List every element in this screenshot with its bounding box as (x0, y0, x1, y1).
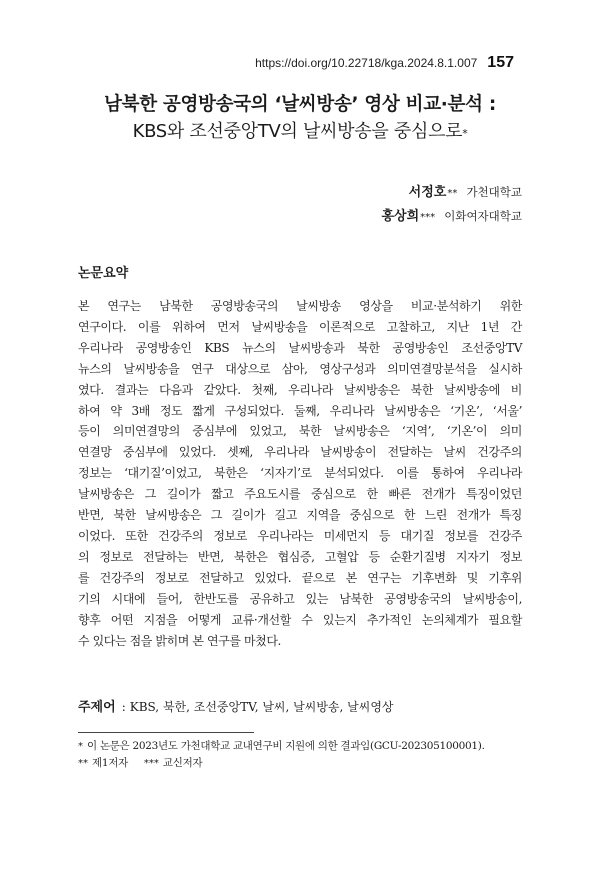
abstract-line: 날씨방송은 그 길이가 짧고 주요도시를 중심으로 한 빠른 전개가 특징이었던 (78, 487, 522, 502)
title-line-2 (70, 118, 530, 148)
footnote-authors (78, 755, 485, 772)
author-row-1 (381, 180, 522, 204)
doi-link[interactable]: https://doi.org/10.22718/kga.2024.8.1.007 (255, 56, 478, 70)
footnote-divider (78, 732, 254, 733)
abstract-line: 의 정보로 전달하는 반면, 북한은 협심증, 고혈압 등 순환기질병 지자기 정보 (78, 549, 522, 564)
abstract-line: 본 연구는 남북한 공영방송국의 날씨방송 영상을 비교·분석하기 위한 (78, 299, 522, 313)
footnote-text: 교신저자 (162, 757, 203, 769)
abstract-line: 하여 약 3배 정도 짧게 구성되었다. 둘째, 우리나라 날씨방송은 ‘기온’, ‘서울’ (78, 403, 522, 418)
footnotes (78, 738, 485, 772)
abstract-line: 등이 의미연결망의 중심부에 있었고, 북한 날씨방송은 ‘지역’, ‘기온’이 의미 (78, 424, 522, 439)
abstract-line: 반면, 북한 날씨방송은 그 길이가 길고 지역을 중심으로 한 느린 전개가 특징 (78, 508, 522, 523)
author-mark: *** (420, 212, 436, 223)
footnote-funding (78, 738, 485, 755)
abstract-heading: 논문요약 (78, 266, 129, 281)
abstract-line: 였다. 결과는 다음과 같았다. 첫째, 우리나라 날씨방송은 북한 날씨방송에 비 (78, 382, 522, 397)
abstract-line: 이었다. 또한 건강주의 정보로 우리나라는 미세먼지 등 대기질 정보를 건강주 (78, 528, 522, 543)
abstract-line: 우리나라 공영방송인 KBS 뉴스의 날씨방송과 북한 공영방송인 조선중앙TV (78, 340, 522, 355)
keywords (78, 696, 394, 715)
footnote-mark: *** (143, 758, 159, 769)
footnote-mark: ** (78, 758, 88, 769)
abstract-line: 연결망 중심부에 있었다. 셋째, 우리나라 날씨방송이 전달하는 날씨 건강주의 (78, 445, 522, 460)
keywords-list: KBS, 북한, 조선중앙TV, 날씨, 날씨방송, 날씨영상 (129, 700, 394, 714)
title-line-1: 남북한 공영방송국의 ‘날씨방송’ 영상 비교·분석 : (104, 94, 496, 115)
author-mark: ** (447, 188, 458, 199)
abstract-line: 기의 시대에 들어, 한반도를 공유하고 있는 남북한 공영방송국의 날씨방송이, (78, 591, 522, 606)
abstract-line: 정보는 ‘대기질’이었고, 북한은 ‘지자기’로 분석되었다. 이를 통하여 우리나라 (78, 466, 522, 481)
abstract-line: 수 있다는 점을 밝히며 본 연구를 마쳤다. (78, 633, 281, 648)
author-affiliation: 이화여자대학교 (444, 209, 522, 223)
author-name: 서정호 (408, 185, 447, 200)
abstract-body (78, 296, 522, 651)
author-name: 홍상희 (381, 209, 420, 224)
keywords-label: 주제어 (78, 700, 116, 715)
keywords-separator: : (121, 700, 126, 714)
abstract-line: 향후 어떤 지점을 어떻게 교류·개선할 수 있는지 추가적인 논의체계가 필요할 (78, 612, 522, 627)
title-line-2-text: KBS와 조선중앙TV의 날씨방송을 중심으로 (132, 121, 463, 142)
title-footnote-mark: * (462, 127, 468, 140)
author-row-2 (381, 204, 522, 228)
footnote-text: 이 논문은 2023년도 가천대학교 교내연구비 지원에 의한 결과임(GCU-202305100001). (87, 740, 485, 752)
page-header (255, 54, 514, 72)
author-block (381, 180, 522, 228)
footnote-mark: * (78, 741, 83, 752)
page-number: 157 (487, 54, 514, 71)
author-affiliation: 가천대학교 (466, 185, 522, 199)
footnote-text: 제1저자 (92, 757, 128, 769)
paper-title (70, 92, 530, 148)
abstract-line: 뉴스의 날씨방송을 연구 대상으로 삼아, 영상구성과 의미연결망분석을 실시하 (78, 361, 522, 376)
abstract-line: 를 건강주의 정보로 전달하고 있었다. 끝으로 본 연구는 기후변화 및 기후위 (78, 570, 522, 585)
abstract-line: 연구이다. 이를 위하여 먼저 날씨방송을 이론적으로 고찰하고, 지난 1년 간 (78, 319, 522, 334)
